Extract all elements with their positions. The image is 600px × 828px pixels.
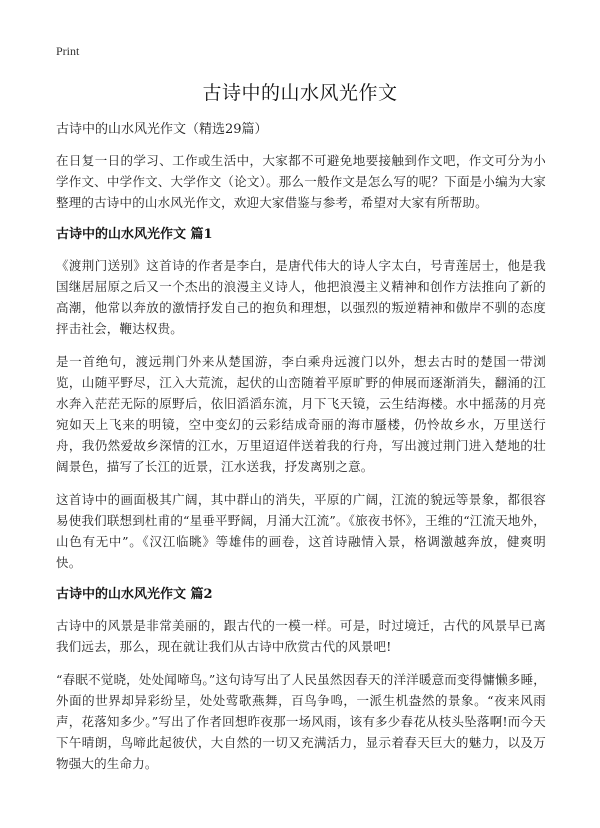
section-2-paragraph-2: “春眠不觉晓，处处闻啼鸟。”这句诗写出了人民虽然因春天的洋洋暖意而变得慵懒多睡，外面的世界却异彩纷呈，处处莺歌燕舞，百鸟争鸣，一派生机盎然的景象。“夜来风雨声，花落知多少。”写出了作者回想昨夜那一场风雨，该有多少春花从枝头坠落啊!而今天下午晴朗，鸟啼此起彼伏，大自然的一切又充满活力，显示着春天巨大的魅力，以及万物强大的生命力。 — [56, 672, 546, 771]
section-1-paragraph-3: 这首诗中的画面极其广阔，其中群山的消失，平原的广阔，江流的貌远等景象，都很容易使我们联想到杜甫的“星垂平野阔，月涌大江流”。《旅夜书怀》，王维的“江流天地外，山色有无中”。《汉江临眺》等雄伟的画卷，这首诗融情入景，格调激越奔放，健爽明快。 — [56, 492, 546, 570]
intro-paragraph: 在日复一日的学习、工作或生活中，大家都不可避免地要接触到作文吧，作文可分为小学作文、中学作文、大学作文（论文）。那么一般作文是怎么写的呢？下面是小编为大家整理的古诗中的山水风光作文，欢迎大家借鉴与参考，希望对大家有所帮助。 — [56, 153, 546, 210]
section-1-paragraph-2: 是一首绝句，渡远荆门外来从楚国游，李白乘舟远渡门以外，想去古时的楚国一带浏览，山随平野尽，江入大荒流，起伏的山峦随着平原旷野的伸展而逐渐消失，翻涌的江水奔入茫茫无际的原野后，依旧滔滔东流，月下飞天镜，云生结海楼。水中摇荡的月亮宛如天上飞来的明镜，空中变幻的云彩结成奇丽的海市蜃楼，仍怜故乡水，万里送行舟，我仍然爱故乡深情的江水，万里迢迢伴送着我的行舟，写出渡过荆门进入楚地的壮阔景色，描写了长江的近景，江水送我，抒发离别之意。 — [56, 354, 546, 474]
section-1-paragraph-1: 《渡荆门送别》这首诗的作者是李白，是唐代伟大的诗人字太白，号青莲居士，他是我国继居屈原之后又一个杰出的浪漫主义诗人，他把浪漫主义精神和创作方法推向了新的高潮，他常以奔放的激情抒发自己的抱负和理想，以强烈的叛逆精神和傲岸不驯的态度抨击社会，鞭达权贵。 — [56, 258, 546, 336]
section-heading-1: 古诗中的山水风光作文 篇1 — [56, 227, 213, 242]
page-title: 古诗中的山水风光作文 — [202, 82, 398, 104]
section-2-paragraph-1: 古诗中的风景是非常美丽的，跟古代的一模一样。可是，时过境迁，古代的风景早已离我们远去，那么，现在就让我们从古诗中欣赏古代的风景吧! — [56, 618, 546, 654]
article-body — [56, 120, 546, 786]
section-heading-2: 古诗中的山水风光作文 篇2 — [56, 587, 213, 602]
article-subtitle: 古诗中的山水风光作文（精选29篇） — [56, 122, 268, 137]
print-link[interactable]: Print — [56, 44, 80, 58]
